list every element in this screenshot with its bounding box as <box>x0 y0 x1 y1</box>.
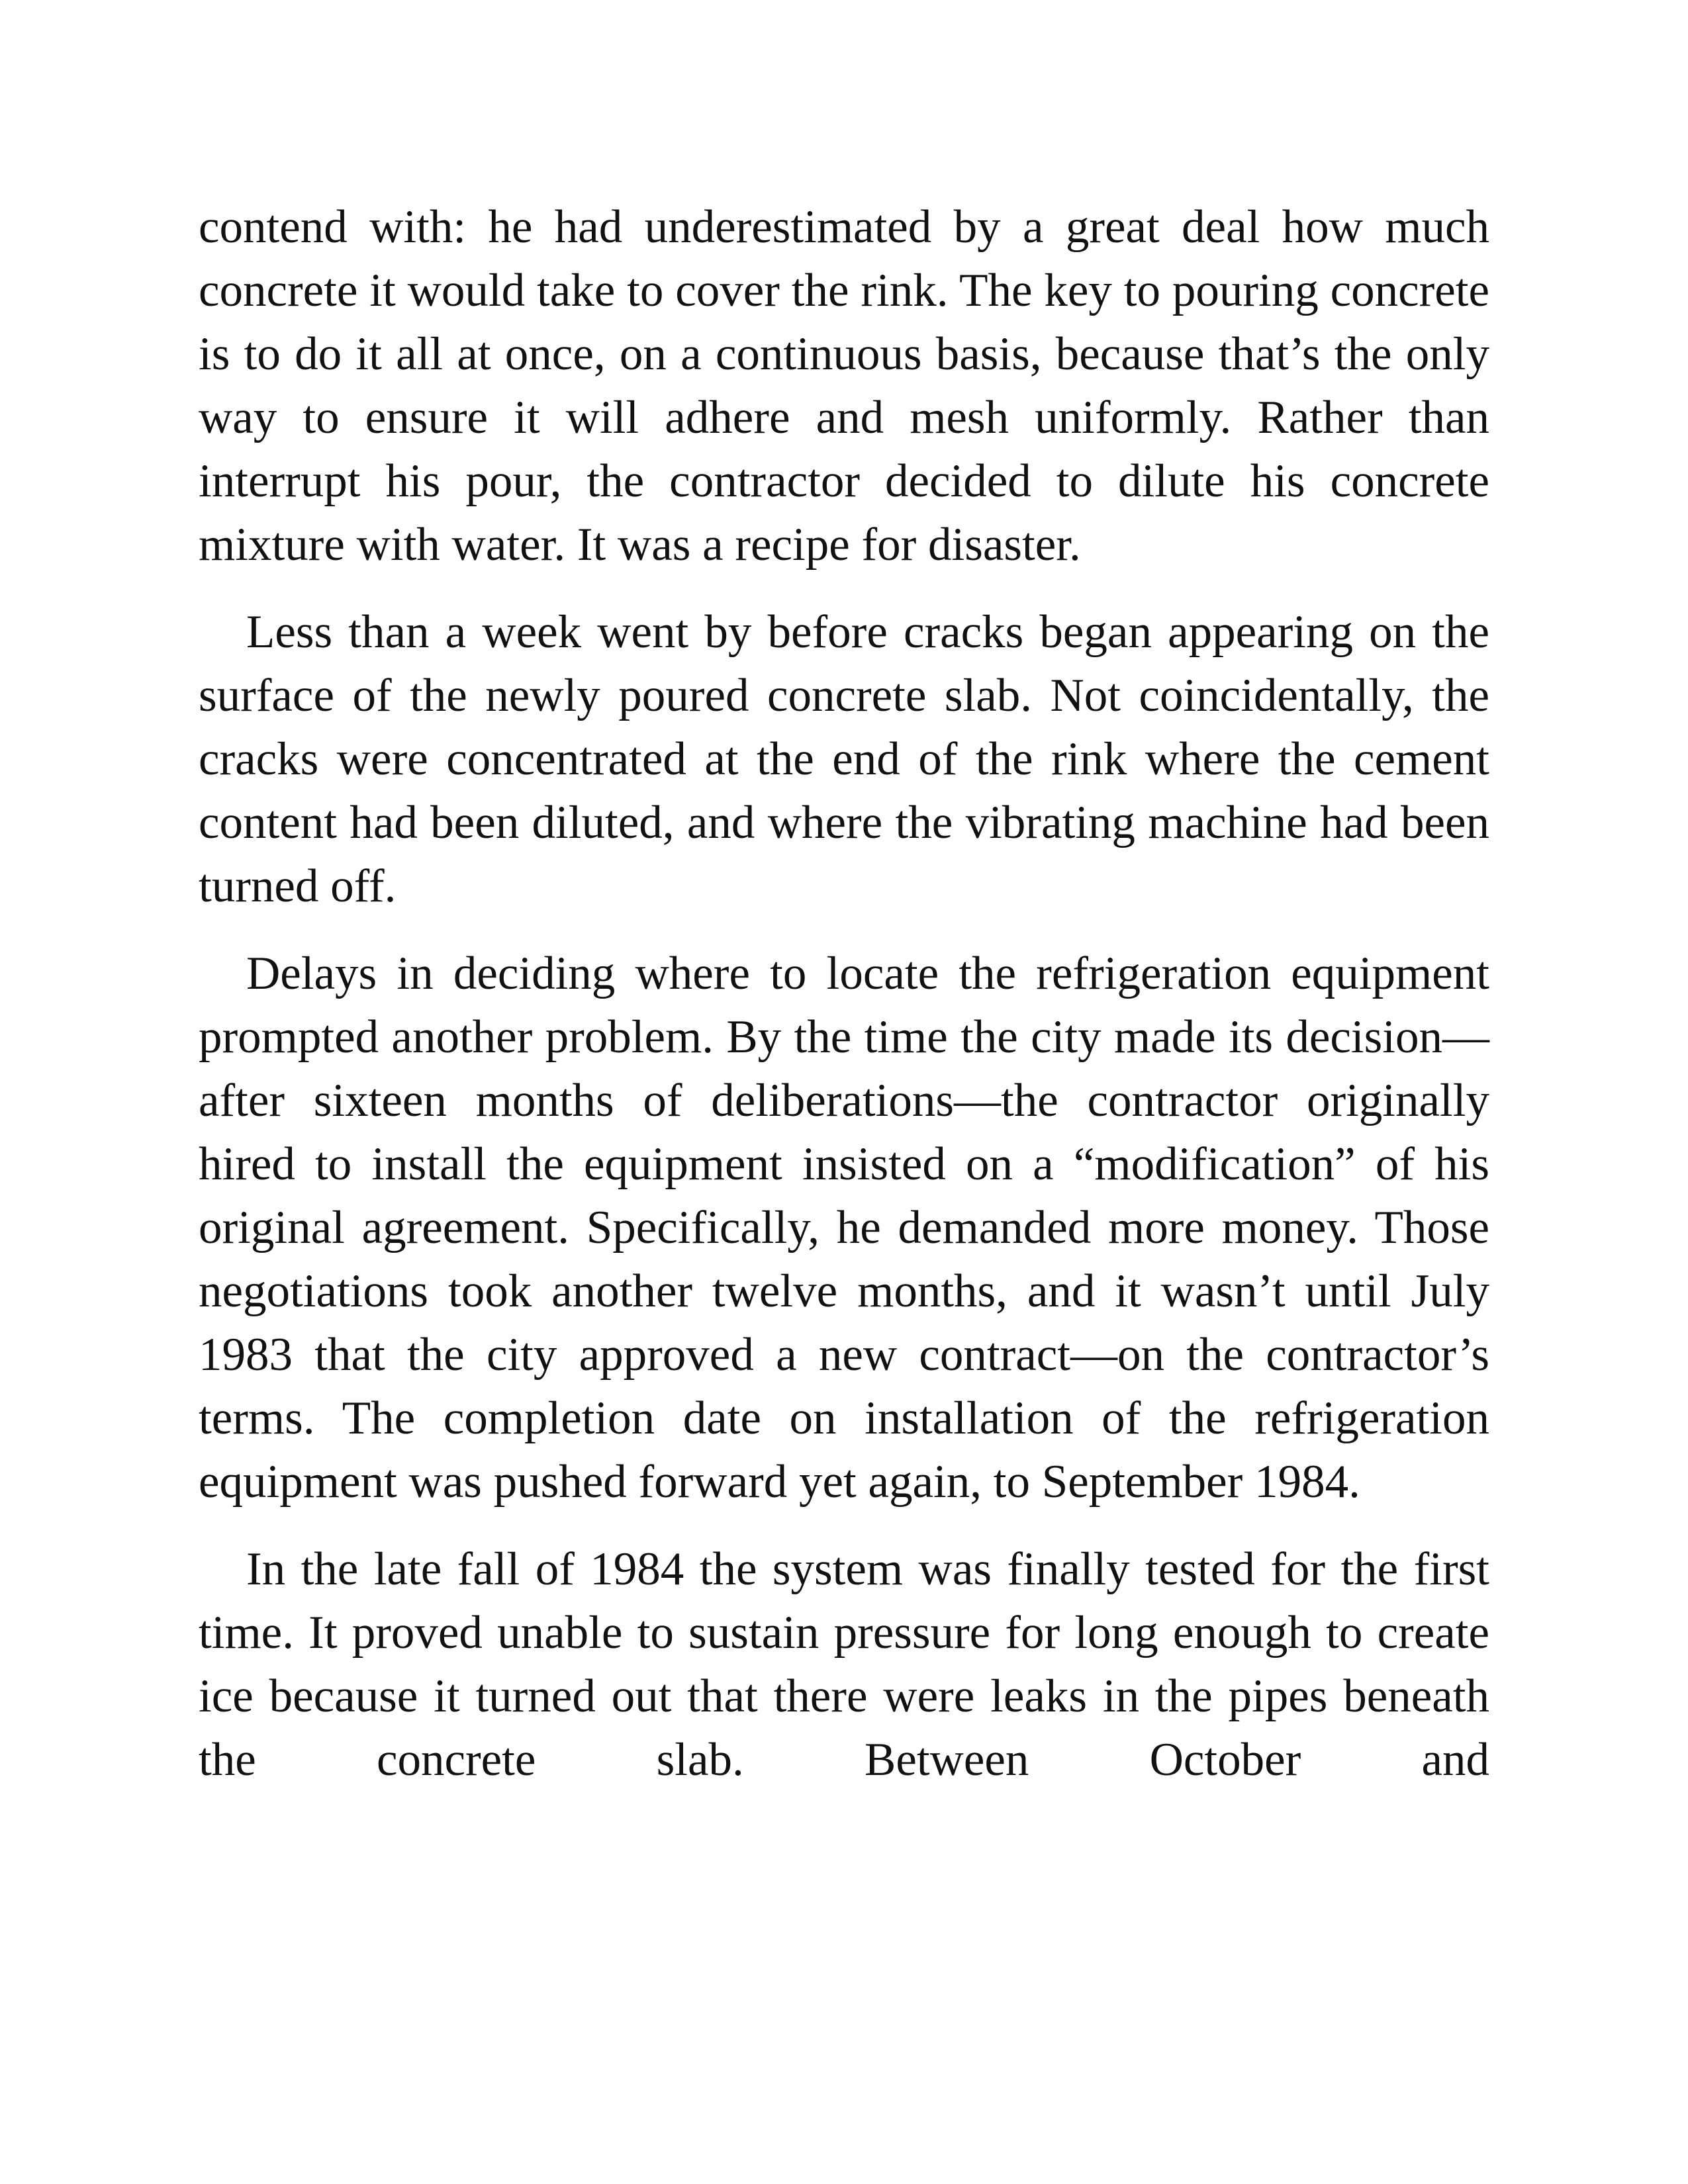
paragraph-concrete-pour: contend with: he had underestimated by a great deal how much concrete it would take to cover the rink. The key to pouring concrete is to do it all at once, on a continuous basis, because that’s the only way to ensure it will adhere and mesh uniformly. Rather than interrupt his pour, the contractor decided to dilute his concrete mixture with water. It was a recipe for disaster. <box>199 201 1489 570</box>
paragraph-refrigeration-delays: Delays in deciding where to locate the refrigeration equipment prompted another problem. By the time the city made its decision—after sixteen months of deliberations—the contractor originally hired to install the equipment insisted on a “modification” of his original agreement. Specifically, he demanded more money. Those negotiations took another twelve months, and it wasn’t until July 1983 that the city approved a new contract—on the contractor’s terms. The completion date on installation of the refrigeration equipment was pushed forward yet again, to September 1984. <box>199 948 1489 1508</box>
body-text <box>199 195 1489 1792</box>
paragraph-system-test: In the late fall of 1984 the system was finally tested for the first time. It proved unable to sustain pressure for long enough to create ice because it turned out that there were leaks in the pipes beneath the concrete slab. Between October and <box>199 1543 1489 1786</box>
paragraph-cracks: Less than a week went by before cracks began appearing on the surface of the newly poured concrete slab. Not coincidentally, the cracks were concentrated at the end of the rink where the cement content had been diluted, and where the vibrating machine had been turned off. <box>199 606 1489 912</box>
